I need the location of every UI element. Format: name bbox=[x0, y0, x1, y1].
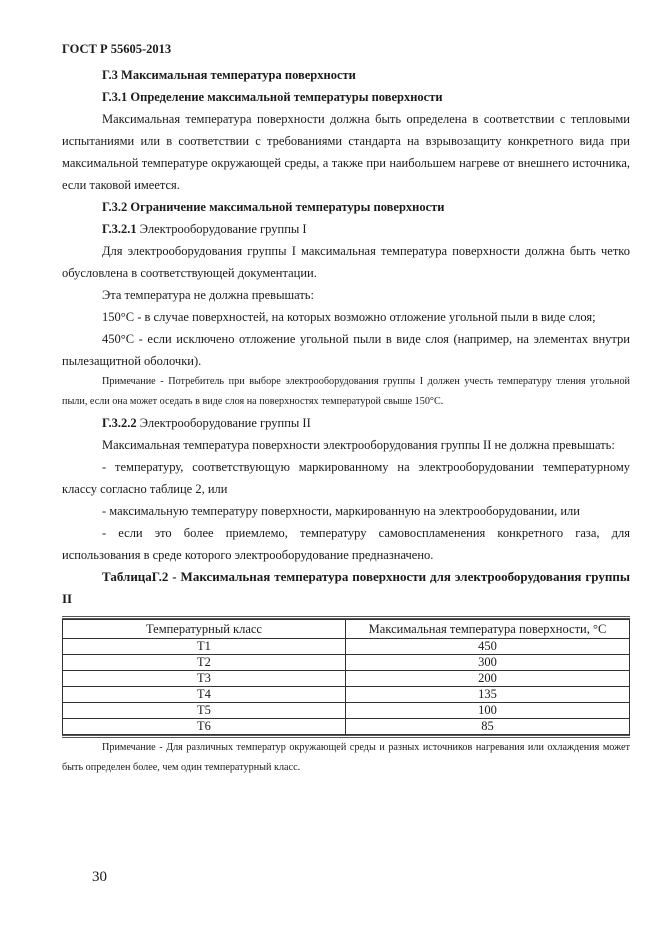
table-cell-class: Т5 bbox=[63, 703, 346, 719]
table-row bbox=[63, 655, 630, 671]
bullet-ignition-temperature: - если это более приемлемо, температуру самовоспламенения конкретного газа, для использования в среде которого электрооборудование предназначено. bbox=[62, 526, 630, 562]
note-group-i: Примечание - Потребитель при выборе электрооборудования группы I должен учесть температуру тления угольной пыли, если она может оседать в виде слоя на поверхностях температурой свыше 150°С. bbox=[62, 376, 630, 407]
paragraph-g322: Максимальная температура поверхности электрооборудования группы II не должна превышать: bbox=[102, 438, 615, 452]
table-note: Примечание - Для различных температур окружающей среды и разных источников нагревания или охлаждения может быть определен более, чем один температурный класс. bbox=[62, 742, 630, 773]
table-cell-class: Т2 bbox=[63, 655, 346, 671]
paragraph-limit-intro: Эта температура не должна превышать: bbox=[102, 288, 314, 302]
table-row bbox=[63, 687, 630, 703]
table-cell-class: Т6 bbox=[63, 719, 346, 735]
limit-item-450: 450°С - если исключено отложение угольной пыли в виде слоя (например, на элементах внутри пылезащитной оболочки). bbox=[62, 332, 630, 368]
page-number: 30 bbox=[92, 869, 107, 885]
temperature-class-table bbox=[62, 619, 630, 735]
table-row bbox=[63, 671, 630, 687]
clause-number-g321: Г.3.2.1 bbox=[102, 222, 137, 236]
page-content bbox=[62, 64, 630, 778]
clause-title-g321: Электрооборудование группы I bbox=[136, 222, 307, 236]
table-row bbox=[63, 719, 630, 735]
column-header-max-temperature: Максимальная температура поверхности, °С bbox=[346, 620, 630, 639]
table-cell-temperature: 200 bbox=[346, 671, 630, 687]
table-cell-temperature: 300 bbox=[346, 655, 630, 671]
paragraph-g31: Максимальная температура поверхности должна быть определена в соответствии с тепловыми испытаниями или в соответствии с требованиями стандарта на взрывозащиту конкретного вида при максимальной температуре окружающей среды, а также при наибольшем нагреве от внешнего источника, если таковой имеется. bbox=[62, 112, 630, 192]
table-row bbox=[63, 703, 630, 719]
limit-item-150: 150°С - в случае поверхностей, на которых возможно отложение угольной пыли в виде слоя; bbox=[102, 310, 596, 324]
clause-heading-g321 bbox=[62, 218, 630, 240]
table-cell-temperature: 450 bbox=[346, 639, 630, 655]
table-row bbox=[63, 639, 630, 655]
bullet-temperature-class: - температуру, соответствующую маркированному на электрооборудовании температурному классу согласно таблице 2, или bbox=[62, 460, 630, 496]
column-header-class: Температурный класс bbox=[63, 620, 346, 639]
table-cell-class: Т3 bbox=[63, 671, 346, 687]
subsection-title-g31: Г.3.1 Определение максимальной температуры поверхности bbox=[102, 90, 443, 104]
table-cell-temperature: 135 bbox=[346, 687, 630, 703]
bullet-marked-temperature: - максимальную температуру поверхности, маркированную на электрооборудовании, или bbox=[102, 504, 580, 518]
table-header-row bbox=[63, 620, 630, 639]
table-caption: ТаблицаГ.2 - Максимальная температура поверхности для электрооборудования группы II bbox=[62, 569, 630, 606]
table-cell-temperature: 85 bbox=[346, 719, 630, 735]
table-frame bbox=[62, 616, 630, 738]
table-cell-temperature: 100 bbox=[346, 703, 630, 719]
table-cell-class: Т4 bbox=[63, 687, 346, 703]
standard-header: ГОСТ Р 55605-2013 bbox=[62, 42, 172, 56]
table-cell-class: Т1 bbox=[63, 639, 346, 655]
subsection-title-g32: Г.3.2 Ограничение максимальной температуры поверхности bbox=[102, 200, 445, 214]
paragraph-g321: Для электрооборудования группы I максимальная температура поверхности должна быть четко обусловлена в соответствующей документации. bbox=[62, 244, 630, 280]
section-title: Г.3 Максимальная температура поверхности bbox=[102, 68, 356, 82]
clause-title-g322: Электрооборудование группы II bbox=[136, 416, 311, 430]
clause-heading-g322 bbox=[62, 412, 630, 434]
clause-number-g322: Г.3.2.2 bbox=[102, 416, 137, 430]
